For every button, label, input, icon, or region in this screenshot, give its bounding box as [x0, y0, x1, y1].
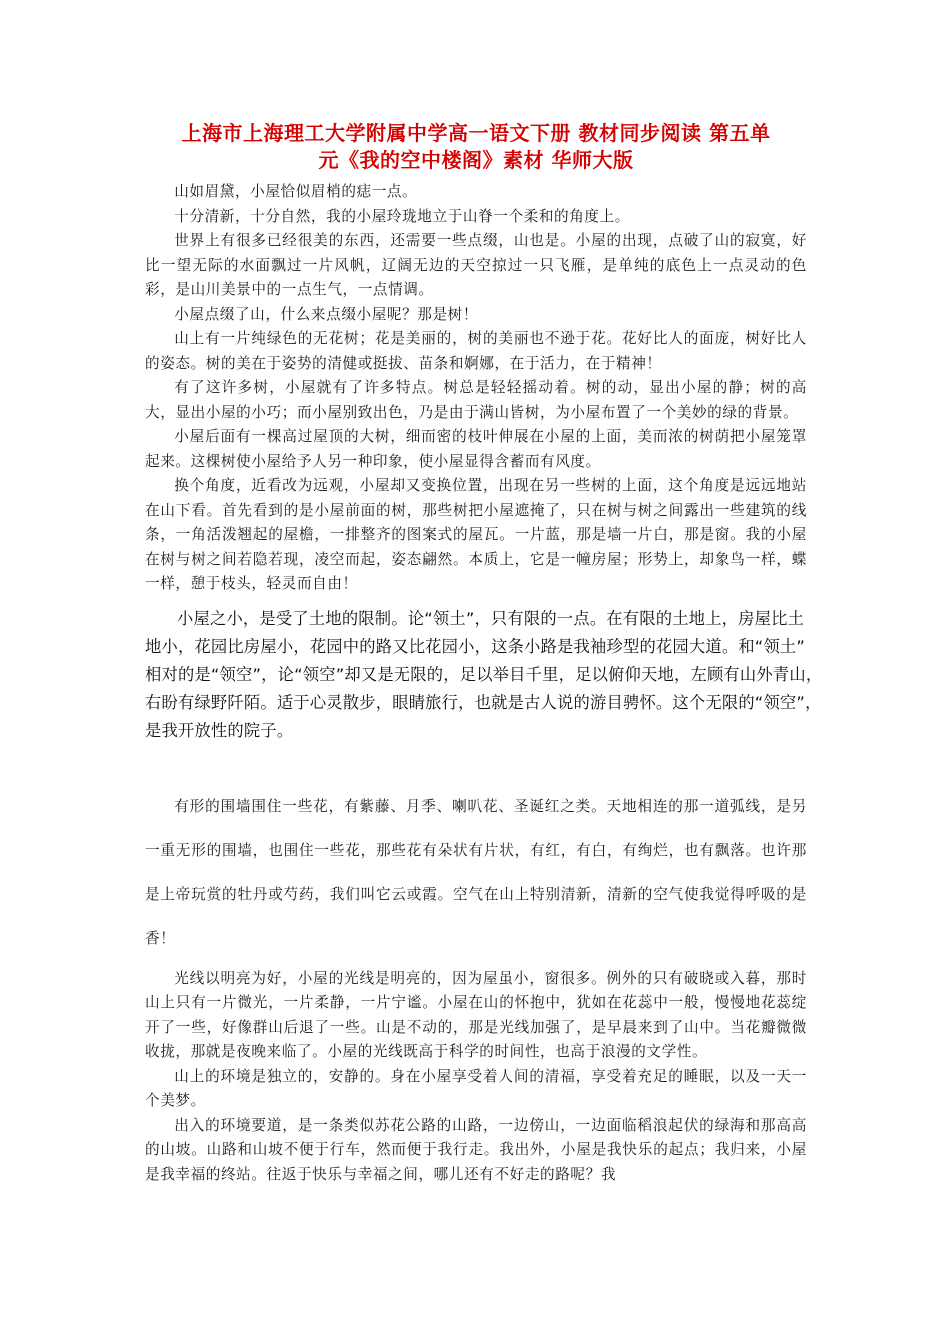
scanned-text-image: [135, 605, 825, 745]
paragraph: 山上有一片纯绿色的无花树；花是美丽的，树的美丽也不逊于花。花好比人的面庞，树好比人的姿态。树的美在于姿势的清健或挺拔、苗条和婀娜，在于活力，在于精神！: [145, 330, 807, 372]
scanned-text-line: 小屋之小，是受了土地的限制。论“领土”，只有限的一点。在有限的土地上，房屋比土: [177, 608, 805, 628]
scanned-text-line: 地小，花园比房屋小，花园中的路又比花园小，这条小路是我袖珍型的花园大道。和“领土”: [145, 636, 806, 656]
scanned-text-line: 是我开放性的院子。: [145, 720, 294, 740]
paragraph: 小屋点缀了山，什么来点缀小屋呢？那是树！: [174, 305, 479, 323]
document-page: [145, 120, 823, 1187]
paragraph-group: [145, 967, 807, 1188]
paragraph: 山上的环境是独立的，安静的。身在小屋享受着人间的清福，享受着充足的睡眠，以及一天一个美梦。: [145, 1067, 807, 1109]
title-line-1: 上海市上海理工大学附属中学高一语文下册 教材同步阅读 第五单: [181, 121, 771, 145]
paragraph: 小屋后面有一棵高过屋顶的大树，细而密的枝叶伸展在小屋的上面，美而浓的树荫把小屋笼罩起来。这棵树使小屋给予人另一种印象，使小屋显得含蓄而有风度。: [145, 428, 807, 470]
title-line-2: 元《我的空中楼阁》素材 华师大版: [318, 148, 634, 172]
scanned-text-line: 相对的是“领空”，论“领空”却又是无限的，足以举目千里，足以俯仰天地，左顾有山外青山，: [145, 664, 823, 684]
paragraph-wide-spacing: 有形的围墙围住一些花，有紫藤、月季、喇叭花、圣诞红之类。天地相连的那一道弧线，是另一重无形的围墙，也围住一些花，那些花有朵状有片状，有红，有白，有绚烂，也有飘落。也许那是上帝玩赏的牡丹或芍药，我们叫它云或霞。空气在山上特别清新，清新的空气使我觉得呼吸的是香！: [145, 797, 807, 947]
section-gap: [145, 745, 807, 785]
scanned-text-line: 右盼有绿野阡陌。适于心灵散步，眼睛旅行，也就是古人说的游目骋怀。这个无限的“领空”，: [145, 692, 822, 712]
paragraph: 山如眉黛，小屋恰似眉梢的痣一点。: [174, 183, 418, 200]
paragraph: 十分清新，十分自然，我的小屋玲珑地立于山脊一个柔和的角度上。: [174, 207, 631, 225]
paragraph: 出入的环境要道，是一条类似苏花公路的山路，一边傍山，一边面临稻浪起伏的绿海和那高高的山坡。山路和山坡不便于行车，然而便于我行走。我出外，小屋是我快乐的起点；我归来，小屋是我幸福的终站。往返于快乐与幸福之间，哪儿还有不好走的路呢？我: [145, 1116, 807, 1183]
paragraph: 有了这许多树，小屋就有了许多特点。树总是轻轻摇动着。树的动，显出小屋的静；树的高大，显出小屋的小巧；而小屋别致出色，乃是由于满山皆树，为小屋布置了一个美妙的绿的背景。: [145, 379, 807, 421]
paragraph: 换个角度，近看改为远观，小屋却又变换位置，出现在另一些树的上面，这个角度是远远地站在山下看。首先看到的是小屋前面的树，那些树把小屋遮掩了，只在树与树之间露出一些建筑的线条，一角活泼翘起的屋檐，一排整齐的图案式的屋瓦。一片蓝，那是墙一片白，那是窗。我的小屋在树与树之间若隐若现，凌空而起，姿态翩然。本质上，它是一幢房屋；形势上，却象鸟一样，蝶一样，憩于枝头，轻灵而自由！: [145, 477, 807, 592]
paragraph: 世界上有很多已经很美的东西，还需要一些点缀，山也是。小屋的出现，点破了山的寂寞，好比一望无际的水面飘过一片风帆，辽阔无边的天空掠过一只飞雁，是单纯的底色上一点灵动的色彩，是山川美景中的一点生气，一点情调。: [145, 232, 807, 298]
document-title: [145, 120, 807, 174]
paragraph: 光线以明亮为好，小屋的光线是明亮的，因为屋虽小，窗很多。例外的只有破晓或入暮，那时山上只有一片微光，一片柔静，一片宁谧。小屋在山的怀抱中，犹如在花蕊中一般，慢慢地花蕊绽开了一些，好像群山后退了一些。山是不动的，那是光线加强了，是早晨来到了山中。当花瓣微微收拢，那就是夜晚来临了。小屋的光线既高于科学的时间性，也高于浪漫的文学性。: [145, 969, 807, 1060]
